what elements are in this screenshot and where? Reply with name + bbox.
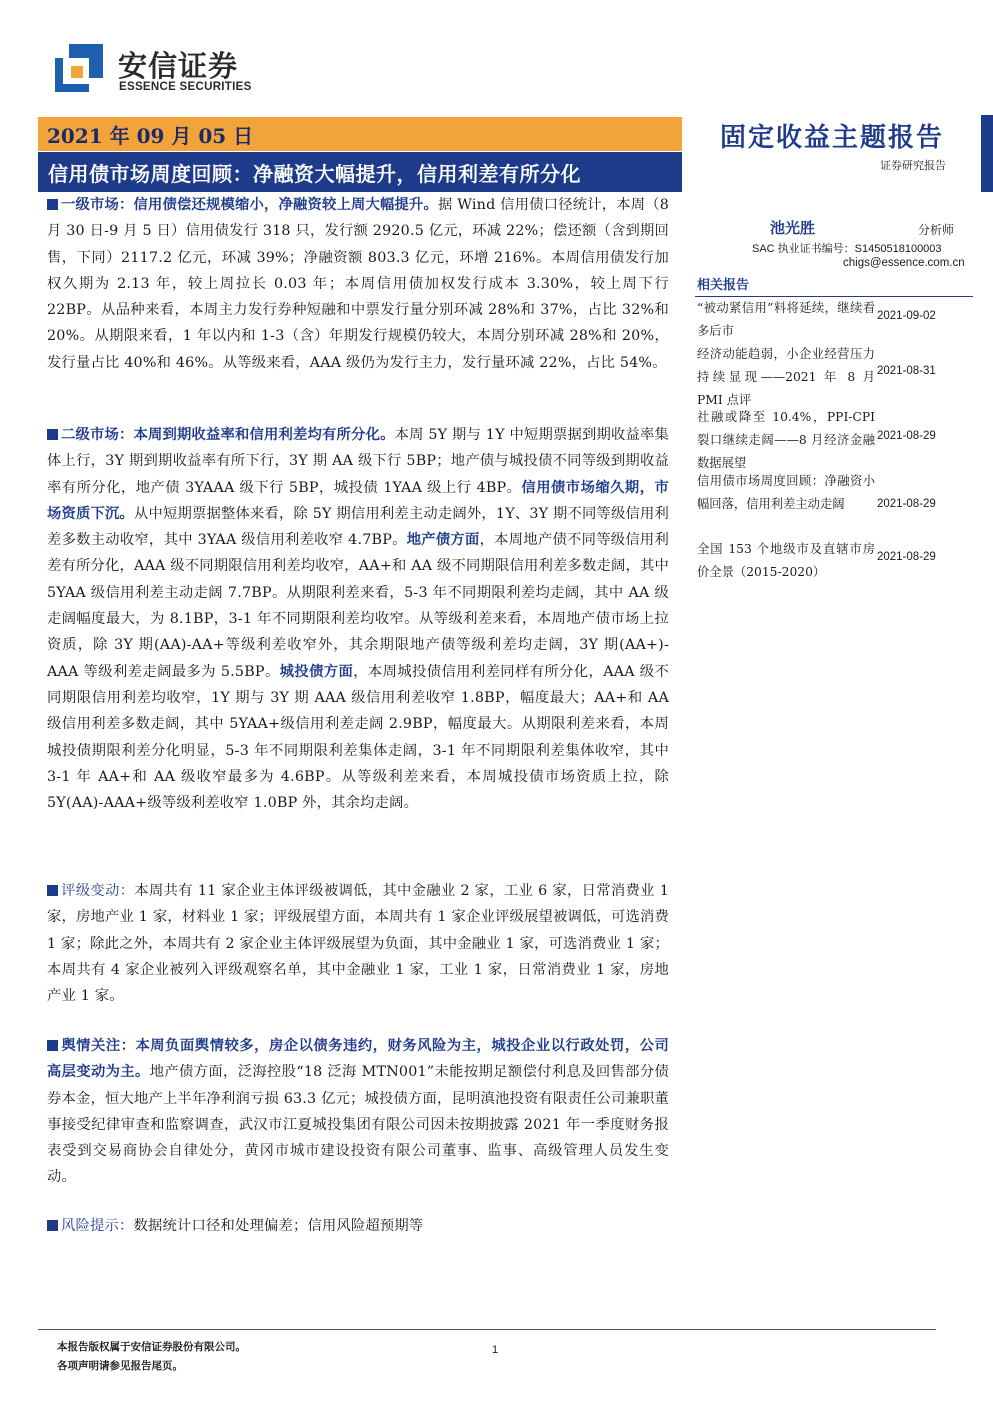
- report-title: 信用债市场周度回顾：净融资大幅提升，信用利差有所分化: [48, 162, 581, 186]
- section-body: ，本周地产债不同等级信用利差有所分化，AAA 级不同期限信用利差均收窄，AA+和 AA 级不同期限信用利差多数走阔，其中 5YAA 级信用利差主动走阔 7.7BP。从期限利差来看，5-3 年不同期限利差均走阔，其中 AA 级走阔幅度最大，为 8.1BP，3-1 年不同期限利差均收窄。从等级利差来看，本周地产债市场上拉资质，除 3Y 期(AA)-AA+等级利差收窄外，其余期限地产债等级利差均走阔，3Y 期(AA+)-AAA 等级利差走阔最多为 5.5BP。: [47, 532, 669, 680]
- report-type: 固定收益主题报告: [720, 123, 945, 153]
- related-report-date: 2021-08-29: [877, 430, 936, 442]
- bullet-square-icon: [47, 1220, 58, 1231]
- section-lead: 舆情关注：本周负面舆情较多，房企以债务违约，财务风险为主，城投企业以行政处罚，公司高层变动为主。: [47, 1038, 669, 1081]
- section-lead: 评级变动：: [61, 883, 135, 899]
- related-report-date: 2021-09-02: [877, 310, 936, 322]
- footer-disclaimer-note: 各项声明请参见报告尾页。: [57, 1360, 183, 1372]
- section-rating-changes: [47, 878, 669, 1009]
- section-emphasis: 地产债方面: [406, 532, 480, 549]
- related-reports-heading: 相关报告: [697, 278, 750, 293]
- analyst-role: 分析师: [918, 223, 955, 237]
- section-body: ，本周城投债信用利差同样有所分化，AAA 级不同期限信用利差均收窄，1Y 期与 3Y 期 AAA 级信用利差收窄 1.8BP，幅度最大；AA+和 AA 级信用利差多数走阔，其中 5YAA+级信用利差走阔 2.9BP，幅度最大。从期限利差来看，本周城投债期限利差分化明显，5-3 年不同期限利差集体走阔，3-1 年不同期限利差集体收窄，其中 3-1 年 AA+和 AA 级收窄最多为 4.6BP。从等级利差来看，本周城投债市场资质上拉，除 5Y(AA)-AAA+级等级利差收窄 1.0BP 外，其余均走阔。: [47, 663, 669, 812]
- page-number: 1: [492, 1344, 499, 1356]
- company-name-en: ESSENCE SECURITIES: [119, 81, 252, 93]
- report-date: 2021 年 09 月 05 日: [47, 124, 254, 148]
- section-emphasis: 城投债方面: [279, 663, 354, 680]
- bullet-square-icon: [47, 429, 58, 440]
- section-body: 从中短期票据整体来看，除 5Y 期信用利差主动走阔外，1Y、3Y 期不同等级信用利差多数主动收窄，其中 3YAA 级信用利差收窄 4.7BP。: [47, 505, 669, 549]
- section-body: 本周 5Y 期与 1Y 中短期票据到期收益率集体上行，3Y 期到期收益率有所下行，3Y 期 AA 级下行 5BP；地产债与城投债不同等级到期收益率有所分化，地产债 3YAAA 级下行 5BP，城投债 1YAA 级上行 4BP。: [47, 427, 669, 496]
- related-report-title[interactable]: 信用债市场周度回顾：净融资小幅回落，信用利差主动走阔: [697, 474, 875, 511]
- related-report-title[interactable]: 全国 153 个地级市及直辖市房价全景（2015-2020）: [697, 542, 875, 579]
- section-risk: [47, 1213, 669, 1239]
- related-report-title[interactable]: 经济动能趋弱，小企业经营压力持续显现——2021 年 8 月 PMI 点评: [697, 347, 875, 407]
- company-name-cn: 安信证券: [118, 49, 239, 83]
- analyst-name: 池光胜: [770, 219, 816, 237]
- section-body: 本周共有 11 家企业主体评级被调低，其中金融业 2 家，工业 6 家，日常消费业 1 家，房地产业 1 家，材料业 1 家；评级展望方面，本周共有 1 家企业评级展望被调低，可选消费 1 家；除此之外，本周共有 2 家企业主体评级展望为负面，其中金融业 1 家，可选消费业 1 家；本周共有 4 家企业被列入评级观察名单，其中金融业 1 家，工业 1 家，日常消费业 1 家，房地产业 1 家。: [47, 883, 670, 1005]
- related-report-title[interactable]: “被动紧信用”料将延续，继续看多后市: [697, 301, 875, 338]
- related-report-title[interactable]: 社融或降至 10.4%，PPI-CPI 裂口继续走阔——8 月经济金融数据展望: [697, 410, 875, 470]
- analyst-sac-number: SAC 执业证书编号：S1450518100003: [752, 243, 942, 255]
- bullet-square-icon: [47, 885, 58, 896]
- footer-divider: [38, 1329, 936, 1330]
- section-body: 地产债方面，泛海控股“18 泛海 MTN001”未能按期足额偿付利息及回售部分债券本金，恒大地产上半年净利润亏损 63.3 亿元；城投债方面，昆明滇池投资有限责任公司兼职董事接受纪律审查和监察调查，武汉市江夏城投集团有限公司因未按期披露 2021 年一季度财务报表受到交易商协会自律处分，黄冈市城市建设投资有限公司董事、监事、高级管理人员发生变动。: [47, 1064, 670, 1186]
- analyst-email[interactable]: chigs@essence.com.cn: [843, 257, 965, 269]
- section-body: 数据统计口径和处理偏差；信用风险超预期等: [133, 1218, 424, 1234]
- section-body: 据 Wind 信用债口径统计，本周（8 月 30 日-9 月 5 日）信用债发行 318 只，发行额 2920.5 亿元，环减 22%；偿还额（含到期回售，下同）2117.2 亿元，环减 39%；净融资额 803.3 亿元，环增 216%。本周信用债发行加权久期为 2.13 年，较上周拉长 0.03 年；本周信用债加权发行成本 3.30%，较上周下行 22BP。从品种来看，本周主力发行券种短融和中票发行量分别环减 28%和 37%，占比 32%和 20%。从期限来看，1 年以内和 1-3（含）年期发行规模仍较大，本周分别环减 28%和 20%，发行量占比 40%和 46%。从等级来看，AAA 级仍为发行主力，发行量环减 22%，占比 54%。: [47, 197, 669, 371]
- section-public-opinion: [47, 1033, 669, 1191]
- edge-accent-bar: [981, 115, 993, 192]
- section-lead: 一级市场：信用债偿还规模缩小，净融资较上周大幅提升。: [61, 197, 439, 213]
- section-emphasis: 信用债市场缩久期，市场资质下沉。: [47, 479, 669, 522]
- section-lead: 风险提示：: [61, 1218, 134, 1234]
- section-secondary-market: [47, 422, 669, 816]
- related-report-date: 2021-08-31: [877, 365, 936, 377]
- related-report-date: 2021-08-29: [877, 551, 936, 563]
- related-report-date: 2021-08-29: [877, 498, 936, 510]
- bullet-square-icon: [47, 199, 58, 210]
- bullet-square-icon: [47, 1040, 58, 1051]
- report-subtype: 证券研究报告: [880, 159, 946, 172]
- footer-copyright: 本报告版权属于安信证券股份有限公司。: [57, 1341, 246, 1353]
- logo-mark-icon: [55, 44, 103, 92]
- section-primary-market: [47, 192, 669, 376]
- section-lead: 二级市场：本周到期收益率和信用利差均有所分化。: [61, 427, 395, 443]
